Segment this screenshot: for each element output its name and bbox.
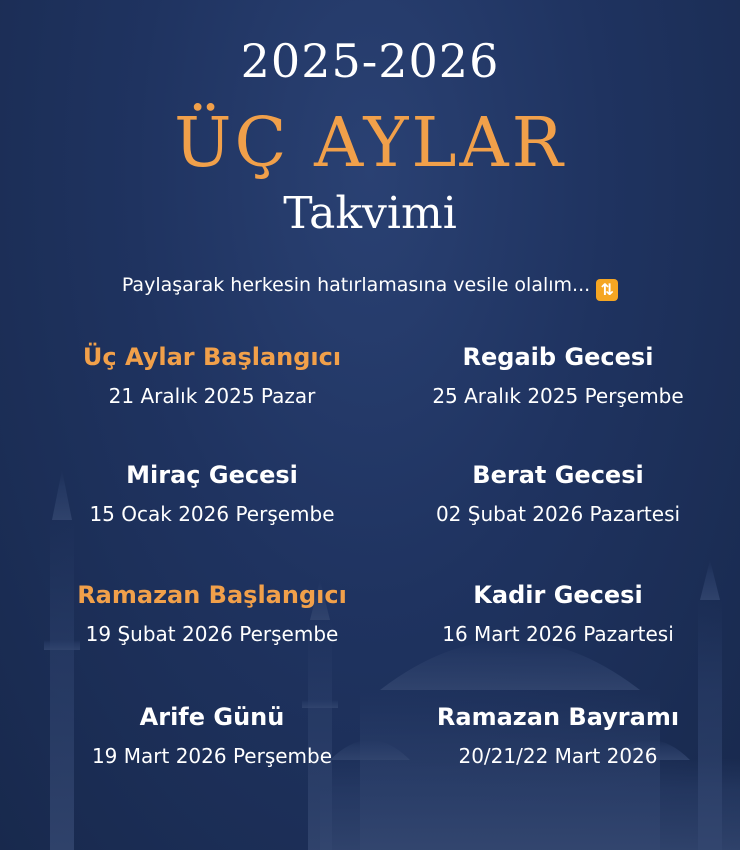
event-name: Miraç Gecesi — [126, 461, 298, 489]
event-arife-gunu — [42, 700, 382, 770]
event-date: 19 Mart 2026 Perşembe — [91, 744, 333, 768]
tagline-text: Paylaşarak herkesin hatırlamasına vesile olalım... — [121, 274, 591, 296]
event-mirac-gecesi — [42, 458, 382, 528]
main-title: ÜÇ AYLAR — [174, 104, 566, 183]
event-date: 21 Aralık 2025 Pazar — [108, 384, 316, 408]
years-heading: 2025-2026 — [240, 34, 500, 88]
event-name: Berat Gecesi — [472, 461, 644, 489]
tagline — [0, 274, 740, 301]
event-name: Ramazan Bayramı — [436, 703, 680, 731]
event-date: 25 Aralık 2025 Perşembe — [432, 384, 684, 408]
event-name: Arife Günü — [139, 703, 285, 731]
event-ramazan-bayrami — [388, 700, 728, 770]
event-berat-gecesi — [388, 458, 728, 528]
event-date: 19 Şubat 2026 Perşembe — [85, 622, 339, 646]
repeat-icon: ⇅ — [596, 279, 618, 301]
event-name: Üç Aylar Başlangıcı — [82, 343, 342, 371]
event-date: 16 Mart 2026 Pazartesi — [442, 622, 674, 646]
event-date: 02 Şubat 2026 Pazartesi — [435, 502, 681, 526]
event-ramazan-baslangici — [42, 578, 382, 648]
event-name: Kadir Gecesi — [473, 581, 643, 609]
event-kadir-gecesi — [388, 578, 728, 648]
event-name: Regaib Gecesi — [462, 343, 654, 371]
event-date: 20/21/22 Mart 2026 — [458, 744, 658, 768]
event-name: Ramazan Başlangıcı — [77, 581, 347, 609]
event-uc-aylar-baslangici — [42, 340, 382, 410]
event-date: 15 Ocak 2026 Perşembe — [89, 502, 335, 526]
event-regaib-gecesi — [388, 340, 728, 410]
subtitle: Takvimi — [283, 188, 457, 239]
